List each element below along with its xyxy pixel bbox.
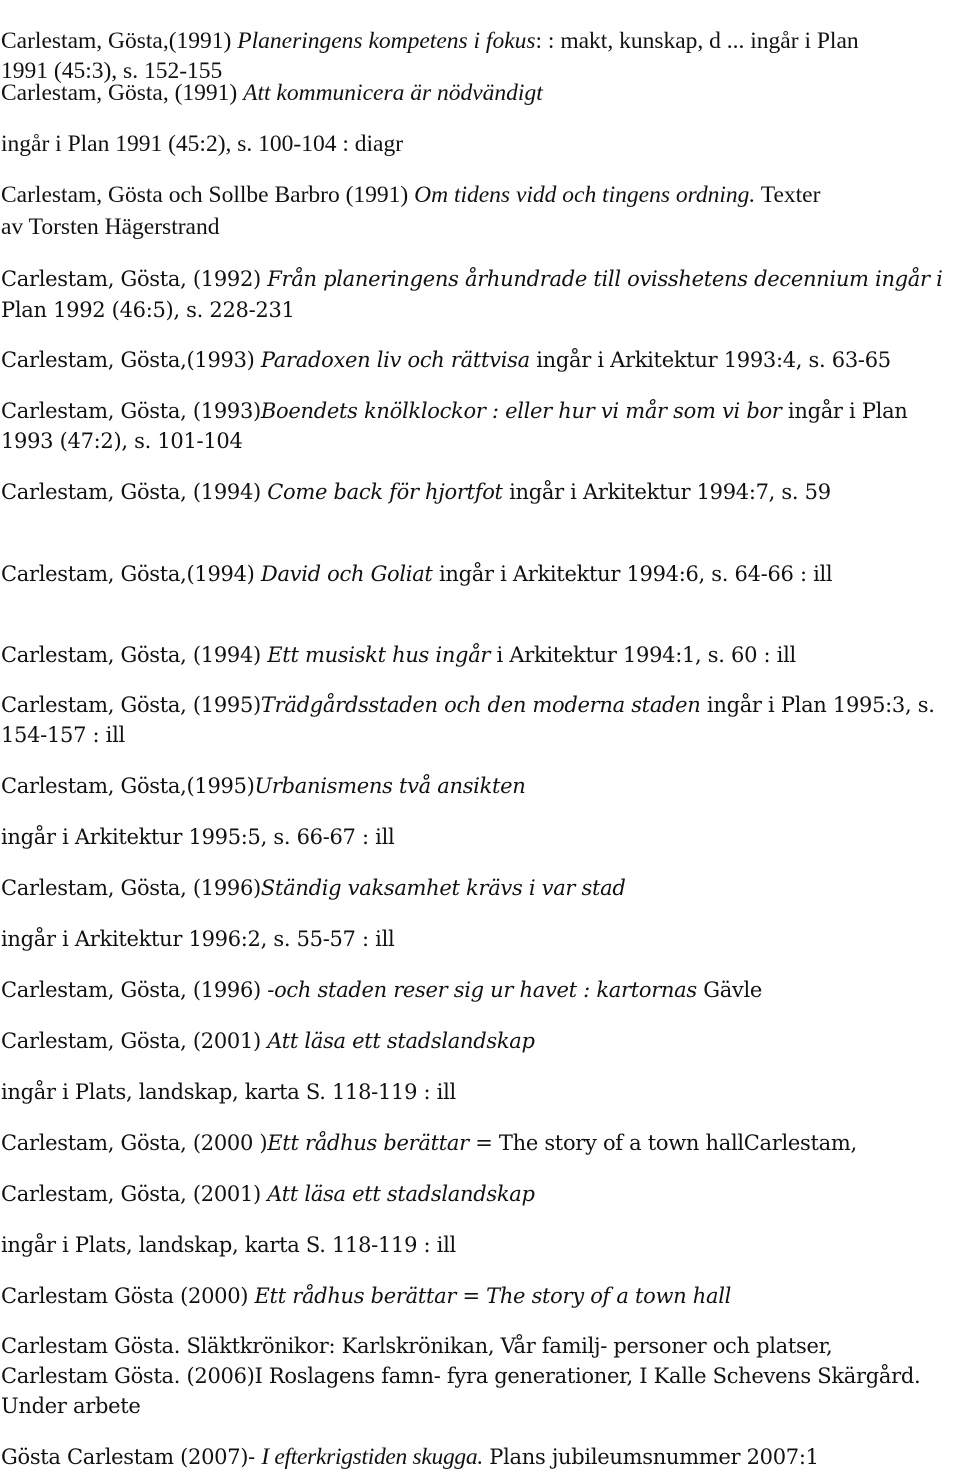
- entry-source-cont: ingår i Arkitektur 1996:2, s. 55-57 : ill: [1, 927, 395, 951]
- entry-source: ingår i Plan: [781, 399, 908, 423]
- entry-6-line-2: [1, 426, 243, 456]
- entry-source: i Arkitektur 1994:1, s. 60 : ill: [490, 643, 796, 667]
- entry-author-year: Carlestam, Gösta, (2001): [1, 1029, 268, 1053]
- entry-text: Carlestam Gösta. (2006)I Roslagens famn- fyra generationer, I Kalle Schevens Skärgård.: [1, 1364, 921, 1388]
- entry-17: [1, 1281, 731, 1311]
- entry-title: Boendets knölklockor : eller hur vi mår som vi bor: [260, 399, 782, 423]
- entry-7: [1, 477, 831, 507]
- entry-title: Trädgårdsstaden och den moderna staden: [260, 693, 701, 717]
- entry-12-line-2: [1, 924, 394, 954]
- entry-13: [1, 975, 762, 1005]
- entry-19: [1, 1361, 920, 1391]
- entry-author-year: Carlestam, Gösta, (2000 ): [1, 1131, 268, 1155]
- entry-author-year: Carlestam, Gösta, (2001): [1, 1182, 268, 1206]
- entry-title: Urbanismens två ansikten: [254, 774, 526, 798]
- entry-12-line-1: [1, 873, 626, 903]
- entry-source-cont: 1991 (45:3), s. 152-155: [1, 58, 223, 84]
- entry-4-line-1: [1, 264, 943, 294]
- entry-14-line-1: [1, 1026, 535, 1056]
- entry-3-line-2: [1, 212, 220, 242]
- entry-source-cont: ingår i Plan 1991 (45:2), s. 100-104 : diagr: [1, 131, 404, 157]
- entry-3-line-1: [1, 180, 820, 210]
- entry-10-line-1: [1, 690, 935, 720]
- entry-author-year: Carlestam, Gösta och Sollbe Barbro (1991): [1, 182, 415, 208]
- entry-text: Under arbete: [1, 1394, 141, 1418]
- entry-title: Från planeringens århundrade till ovisshetens decennium ingår i: [267, 267, 943, 291]
- entry-title: Om tidens vidd och tingens ordning.: [414, 182, 756, 208]
- entry-2-line-1: [1, 78, 543, 108]
- entry-source: ingår i Arkitektur 1994:6, s. 64-66 : ill: [432, 562, 833, 586]
- entry-title: Ständig vaksamhet krävs i var stad: [260, 876, 626, 900]
- entry-14-line-2: [1, 1077, 456, 1107]
- entry-20: [1, 1391, 141, 1421]
- entry-source-cont: av Torsten Hägerstrand: [1, 214, 220, 240]
- entry-9: [1, 640, 796, 670]
- entry-source: ingår i Plan 1995:3, s.: [700, 693, 935, 717]
- entry-8: [1, 559, 832, 589]
- entry-18: [1, 1331, 832, 1361]
- entry-title: Att kommunicera är nödvändigt: [243, 80, 543, 106]
- entry-title: Ett musiskt hus ingår: [267, 643, 491, 667]
- entry-author-year: Carlestam, Gösta, (1992): [1, 267, 268, 291]
- entry-source: ingår i Arkitektur 1993:4, s. 63-65: [529, 348, 891, 372]
- entry-source: : : makt, kunskap, d ... ingår i Plan: [535, 28, 859, 54]
- entry-16-line-1: [1, 1179, 535, 1209]
- entry-source: ingår i Arkitektur 1994:7, s. 59: [502, 480, 831, 504]
- entry-source-cont: 154-157 : ill: [1, 723, 125, 747]
- entry-title: Att läsa ett stadslandskap: [267, 1029, 535, 1053]
- entry-title: David och Goliat: [260, 562, 433, 586]
- entry-title: Planeringens kompetens i fokus: [237, 28, 536, 54]
- entry-author-year: Carlestam, Gösta, (1994): [1, 643, 268, 667]
- entry-author-year: Carlestam, Gösta,(1993): [1, 348, 261, 372]
- entry-source: = The story of a town hallCarlestam,: [468, 1131, 857, 1155]
- entry-source: Gävle: [696, 978, 763, 1002]
- entry-title: I efterkrigstiden skugga.: [261, 1444, 483, 1470]
- entry-source-cont: 1993 (47:2), s. 101-104: [1, 429, 243, 453]
- entry-source-cont: ingår i Plats, landskap, karta S. 118-119 : ill: [1, 1233, 456, 1257]
- entry-21: [1, 1442, 819, 1472]
- entry-source: Texter: [755, 182, 821, 208]
- entry-author-year: Carlestam, Gösta, (1993): [1, 399, 261, 423]
- entry-author-year: Carlestam, Gösta,(1994): [1, 562, 261, 586]
- entry-title: Come back för hjortfot: [267, 480, 503, 504]
- entry-author-year: Carlestam, Gösta, (1996): [1, 876, 261, 900]
- entry-2-line-2: [1, 129, 403, 159]
- entry-11-line-2: [1, 822, 394, 852]
- entry-title: Paradoxen liv och rättvisa: [260, 348, 530, 372]
- entry-text: Carlestam Gösta. Släktkrönikor: Karlskrönikan, Vår familj- personer och platser,: [1, 1334, 833, 1358]
- entry-author-year: Carlestam, Gösta,(1991): [1, 28, 238, 54]
- entry-source-cont: ingår i Plats, landskap, karta S. 118-119 : ill: [1, 1080, 456, 1104]
- entry-11-line-1: [1, 771, 526, 801]
- entry-author-year: Carlestam, Gösta, (1996): [1, 978, 268, 1002]
- entry-16-line-2: [1, 1230, 456, 1260]
- entry-title: Att läsa ett stadslandskap: [267, 1182, 535, 1206]
- entry-source-cont: Plan 1992 (46:5), s. 228-231: [1, 298, 295, 322]
- entry-15: [1, 1128, 857, 1158]
- entry-author-year: Carlestam, Gösta, (1994): [1, 480, 268, 504]
- entry-author-year: Carlestam, Gösta, (1995): [1, 693, 261, 717]
- entry-author-year: Carlestam, Gösta,(1995): [1, 774, 255, 798]
- entry-source: Plans jubileumsnummer 2007:1: [482, 1445, 819, 1469]
- entry-4-line-2: [1, 295, 295, 325]
- entry-5: [1, 345, 891, 375]
- entry-author-year: Carlestam Gösta (2000): [1, 1284, 255, 1308]
- entry-author-year: Gösta Carlestam (2007)-: [1, 1445, 262, 1469]
- entry-title: Ett rådhus berättar = The story of a town hall: [254, 1284, 732, 1308]
- entry-title: -och staden reser sig ur havet : kartornas: [267, 978, 697, 1002]
- entry-6-line-1: [1, 396, 908, 426]
- entry-10-line-2: [1, 720, 125, 750]
- entry-1-line-1: [1, 26, 859, 56]
- entry-source-cont: ingår i Arkitektur 1995:5, s. 66-67 : ill: [1, 825, 395, 849]
- entry-author-year: Carlestam, Gösta, (1991): [1, 80, 244, 106]
- entry-title: Ett rådhus berättar: [267, 1131, 469, 1155]
